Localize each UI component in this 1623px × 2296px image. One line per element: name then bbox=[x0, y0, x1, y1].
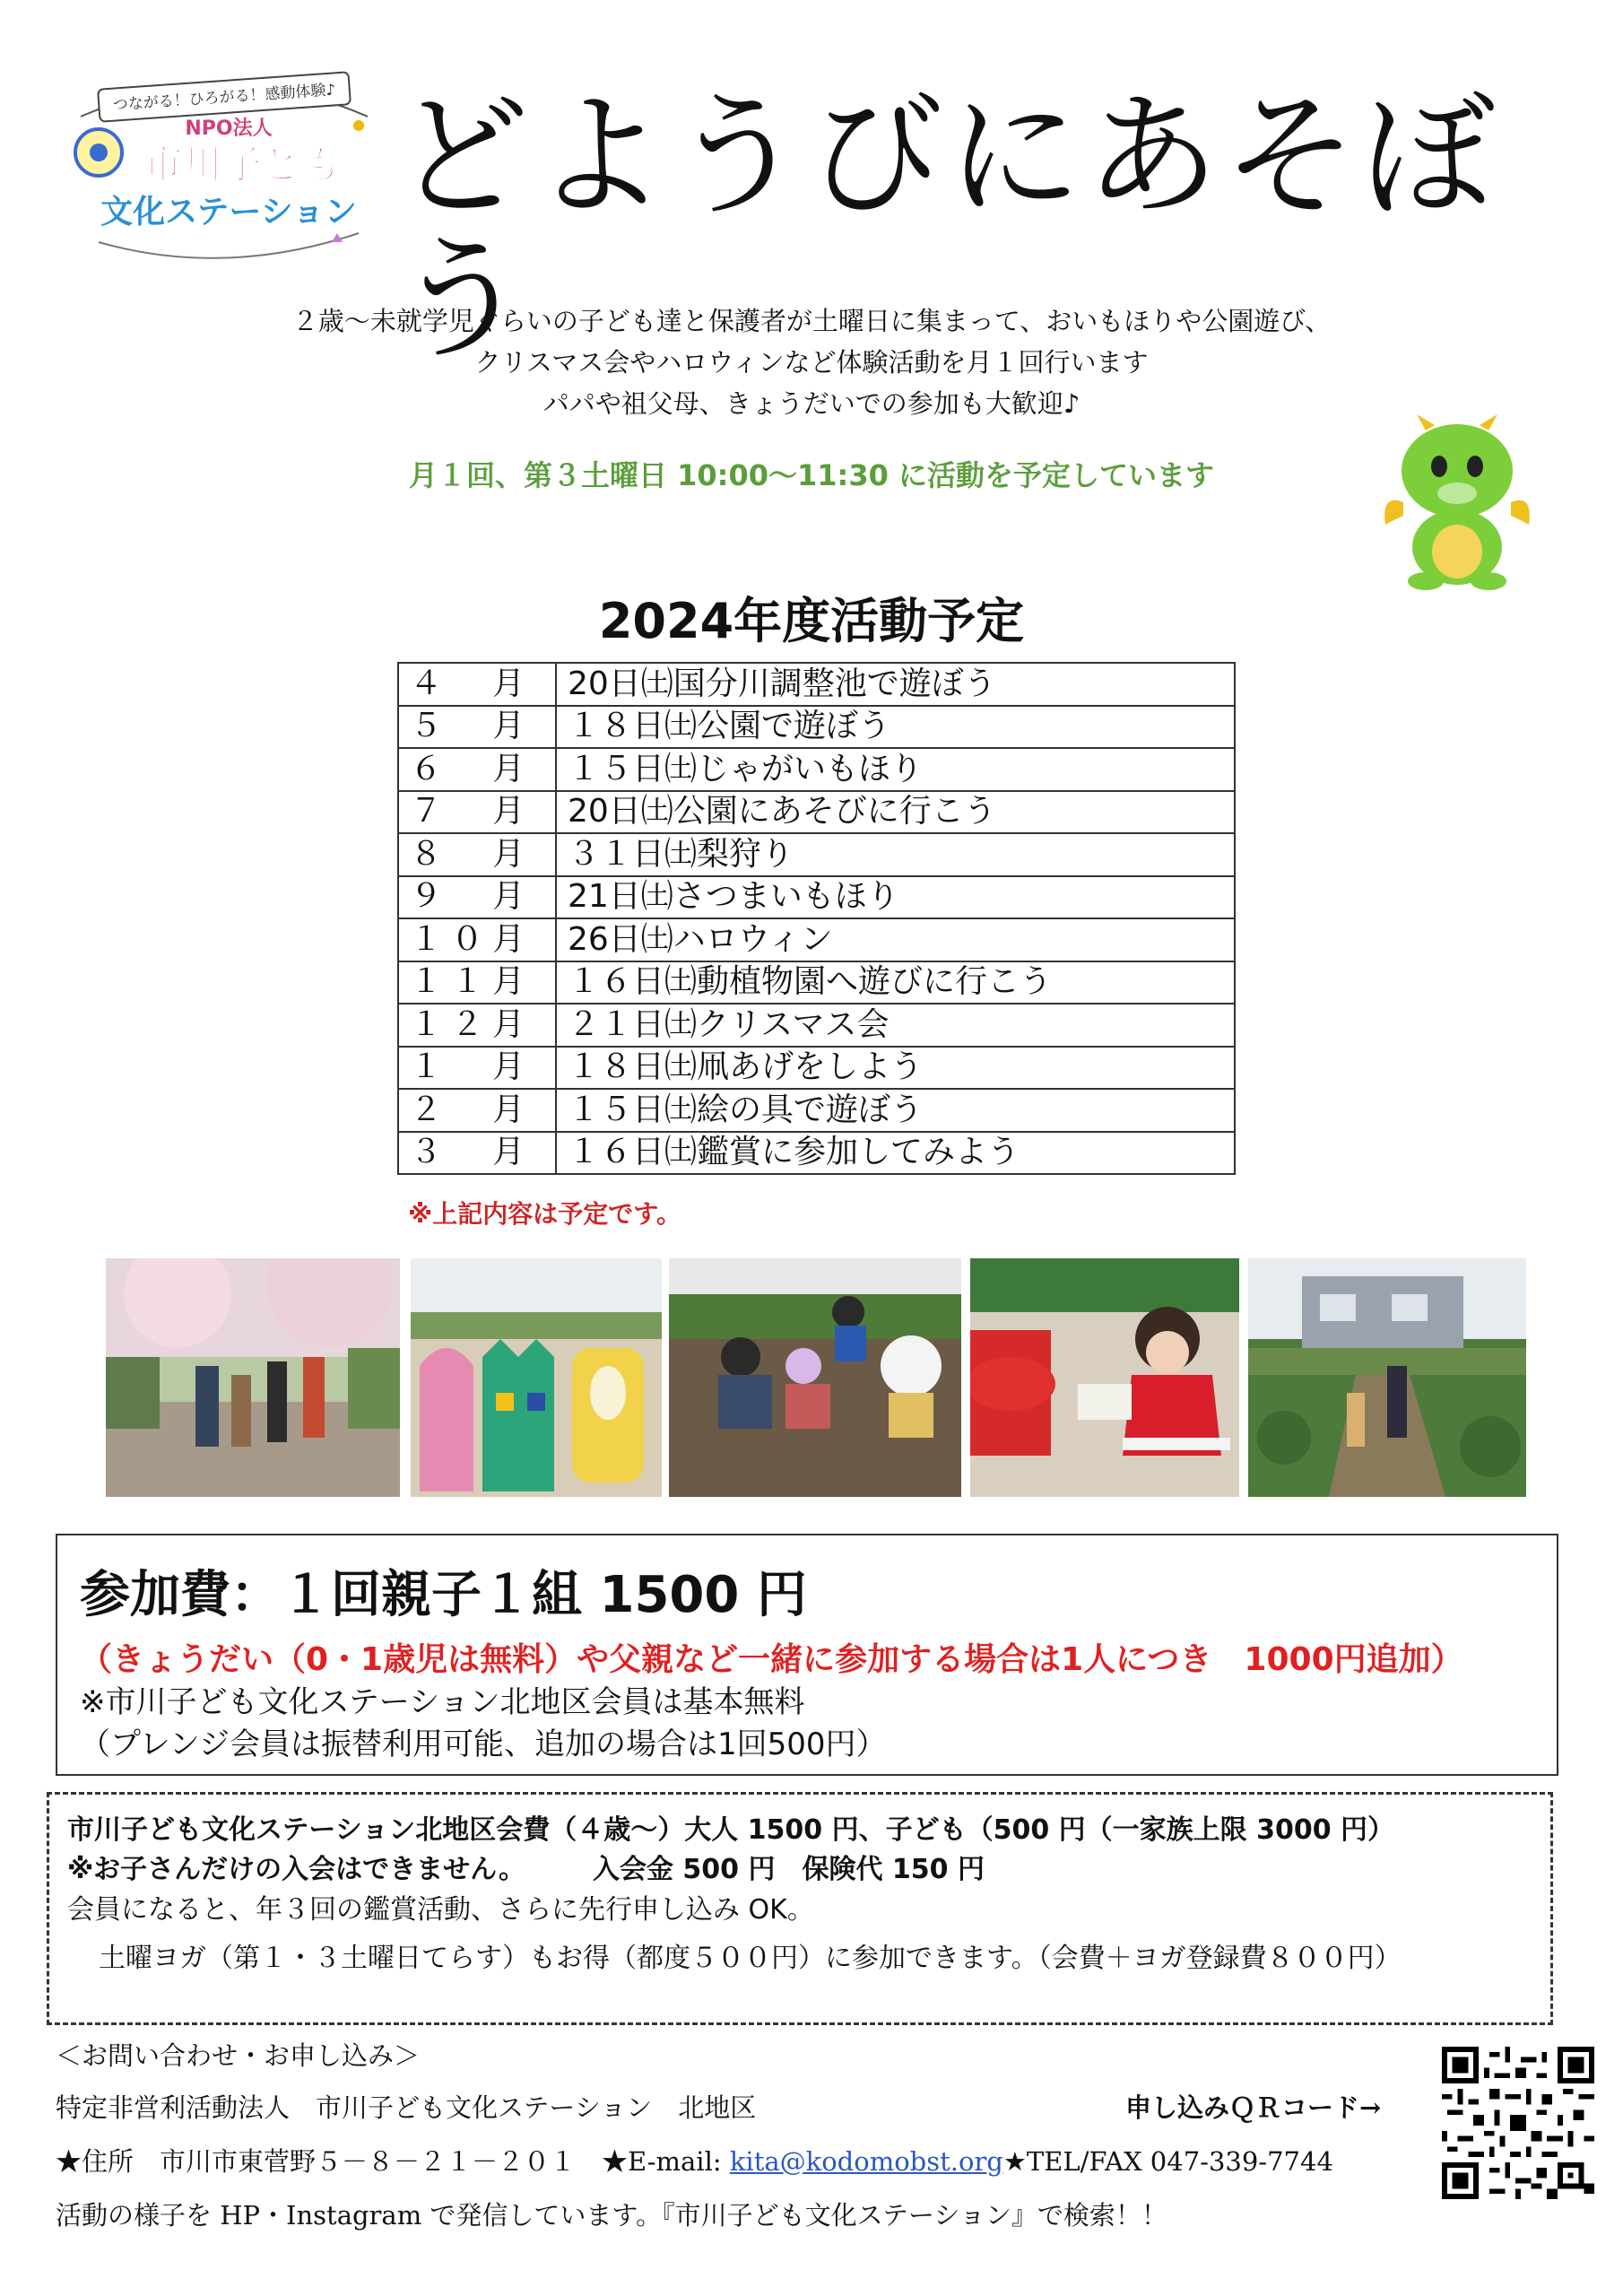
membership-note-line: ※お子さんだけの入会はできません。 入会金 500 円 保険代 150 円 bbox=[67, 1854, 985, 1885]
month-cell: ９ 月 bbox=[398, 876, 556, 919]
fee-section bbox=[56, 1534, 1558, 1776]
table-row bbox=[398, 1047, 1235, 1090]
contact-sns: 活動の様子を HP・Instagram で発信しています。『市川子ども文化ステーション』で検索！！ bbox=[56, 2200, 1167, 2231]
table-row bbox=[398, 833, 1235, 876]
membership-fee-line: 市川子ども文化ステーション北地区会費（４歳〜）大人 1500 円、子ども（500 円（一家族上限 3000 円） bbox=[67, 1814, 1395, 1846]
month-cell: ５ 月 bbox=[398, 706, 556, 749]
photo-park-walk bbox=[106, 1258, 400, 1497]
qr-code[interactable] bbox=[1442, 2047, 1594, 2199]
intro-line: パパや祖父母、きょうだいでの参加も大歓迎♪ bbox=[542, 388, 1081, 419]
month-cell: ６ 月 bbox=[398, 748, 556, 791]
month-cell: ４ 月 bbox=[398, 663, 556, 706]
event-cell: ２１日㈯クリスマス会 bbox=[556, 1004, 1235, 1047]
contact-address: ★住所 市川市東菅野５－８－２１－２０１ ★E-mail: bbox=[56, 2146, 722, 2177]
logo-name-line2: 文化ステーション bbox=[100, 194, 357, 230]
table-row bbox=[398, 791, 1235, 834]
month-cell: ３ 月 bbox=[398, 1132, 556, 1175]
page-title: どようびにあそぼう bbox=[395, 79, 1500, 378]
logo-org-type: NPO法人 bbox=[185, 117, 273, 140]
intro-line: クリスマス会やハロウィンなど体験活動を月１回行います bbox=[474, 347, 1149, 378]
event-cell: 21日㈯さつまいもほり bbox=[556, 876, 1235, 919]
event-cell: 20日㈯公園にあそびに行こう bbox=[556, 791, 1235, 834]
logo-name-line1: 市川子ども bbox=[143, 142, 341, 187]
table-row bbox=[398, 918, 1235, 961]
membership-benefit-line: 会員になると、年３回の鑑賞活動、さらに先行申し込み OK。 bbox=[67, 1894, 814, 1926]
qr-label: 申し込みＱＲコード→ bbox=[1125, 2092, 1382, 2123]
table-row bbox=[398, 961, 1235, 1004]
event-cell: １５日㈯絵の具で遊ぼう bbox=[556, 1089, 1235, 1132]
logo-tagline: つながる！ひろがる！感動体験♪ bbox=[112, 81, 336, 115]
month-cell: １０月 bbox=[398, 918, 556, 961]
schedule-note: 月１回、第３土曜日 10:00〜11:30 に活動を予定しています bbox=[408, 458, 1214, 492]
contact-address-line bbox=[56, 2142, 1333, 2179]
npo-logo bbox=[63, 63, 386, 269]
event-cell: １６日㈯鑑賞に参加してみよう bbox=[556, 1132, 1235, 1175]
table-row bbox=[398, 1004, 1235, 1047]
table-row bbox=[398, 1132, 1235, 1175]
event-cell: １５日㈯じゃがいもほり bbox=[556, 748, 1235, 791]
table-row bbox=[398, 876, 1235, 919]
event-cell: ３１日㈯梨狩り bbox=[556, 833, 1235, 876]
month-cell: ２ 月 bbox=[398, 1089, 556, 1132]
month-cell: ７ 月 bbox=[398, 791, 556, 834]
fee-title: 参加費：１回親子１組 1500 円 bbox=[80, 1566, 807, 1624]
month-cell: １２月 bbox=[398, 1004, 556, 1047]
fee-prange-note: （プレンジ会員は振替利用可能、追加の場合は1回500円） bbox=[80, 1726, 887, 1762]
month-cell: １ 月 bbox=[398, 1047, 556, 1090]
photo-field bbox=[1248, 1258, 1526, 1497]
month-cell: １１月 bbox=[398, 961, 556, 1004]
event-cell: １８日㈯凧あげをしよう bbox=[556, 1047, 1235, 1090]
membership-section bbox=[47, 1792, 1553, 2025]
contact-tel: ★TEL/FAX 047-339-7744 bbox=[1002, 2146, 1333, 2177]
schedule-table bbox=[397, 662, 1236, 1175]
contact-email-link[interactable]: kita@kodomobst.org bbox=[729, 2146, 1003, 2177]
table-row bbox=[398, 748, 1235, 791]
photo-playground bbox=[411, 1258, 662, 1497]
photo-christmas bbox=[970, 1258, 1239, 1497]
schedule-title: 2024年度活動予定 bbox=[598, 593, 1025, 649]
month-cell: ８ 月 bbox=[398, 833, 556, 876]
contact-org: 特定非営利活動法人 市川子ども文化ステーション 北地区 bbox=[56, 2092, 757, 2123]
membership-yoga-line: 土曜ヨガ（第１・３土曜日てらす）もお得（都度５００円）に参加できます。（会費＋ヨガ登録費８００円） bbox=[99, 1943, 1402, 1974]
photo-digging bbox=[669, 1258, 961, 1497]
fee-sibling-note: （きょうだい（0・1歳児は無料）や父親など一緒に参加する場合は1人につき 1000円追加） bbox=[80, 1641, 1463, 1678]
intro-line: ２歳〜未就学児ぐらいの子ども達と保護者が土曜日に集まって、おいもほりや公園遊び、 bbox=[291, 306, 1332, 336]
contact-heading: ＜お問い合わせ・お申し込み＞ bbox=[56, 2040, 421, 2071]
event-cell: 26日㈯ハロウィン bbox=[556, 918, 1235, 961]
event-cell: 20日㈯国分川調整池で遊ぼう bbox=[556, 663, 1235, 706]
event-cell: １８日㈯公園で遊ぼう bbox=[556, 706, 1235, 749]
table-row bbox=[398, 1089, 1235, 1132]
table-row bbox=[398, 663, 1235, 706]
schedule-disclaimer: ※上記内容は予定です。 bbox=[408, 1199, 681, 1229]
table-row bbox=[398, 706, 1235, 749]
event-cell: １６日㈯動植物園へ遊びに行こう bbox=[556, 961, 1235, 1004]
fee-member-note: ※市川子ども文化ステーション北地区会員は基本無料 bbox=[80, 1684, 805, 1720]
dragon-illustration bbox=[1376, 413, 1538, 592]
